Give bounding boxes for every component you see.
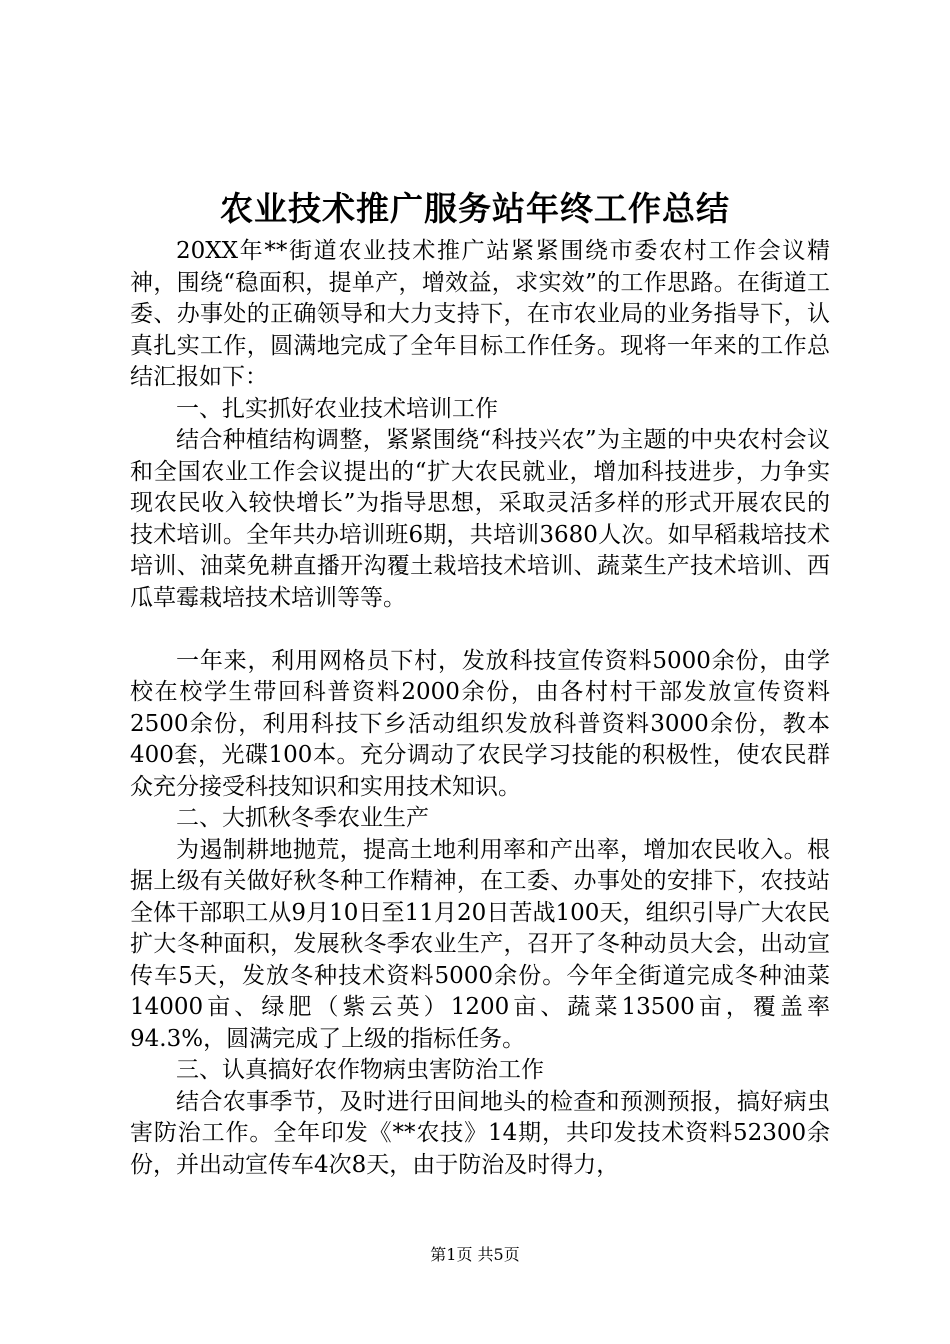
section-heading-1: 一、扎实抓好农业技术培训工作 [176,395,498,422]
page-number-footer: 第1页 共5页 [430,1245,520,1264]
document-body [130,236,830,1181]
section-heading-3: 三、认真搞好农作物病虫害防治工作 [176,1057,544,1083]
section1-paragraph-2: 一年来，利用网格员下村，发放科技宣传资料5000余份，由学校在校学生带回科普资料2000余份，由各村村干部发放宣传资料2500余份，利用科技下乡活动组织发放科普资料3000余份，教本400套，光碟100本。充分调动了农民学习技能的积极性，使农民群众充分接受科技知识和实用技术知识。 [130,647,830,800]
document-title: 农业技术推广服务站年终工作总结 [220,189,730,228]
section3-paragraph-1: 结合农事季节，及时进行田间地头的检查和预测预报，搞好病虫害防治工作。全年印发《**农技》14期，共印发技术资料52300余份，并出动宣传车4次8天，由于防治及时得力， [130,1088,830,1178]
section1-paragraph-1: 结合种植结构调整，紧紧围绕“科技兴农”为主题的中央农村会议和全国农业工作会议提出的“扩大农民就业，增加科技进步，力争实现农民收入较快增长”为指导思想，采取灵活多样的形式开展农民的技术培训。全年共办培训班6期，共培训3680人次。如早稻栽培技术培训、油菜免耕直播开沟覆土栽培技术培训、蔬菜生产技术培训、西瓜草霉栽培技术培训等等。 [130,427,830,611]
section2-paragraph-1: 为遏制耕地抛荒，提高土地利用率和产出率，增加农民收入。根据上级有关做好秋冬种工作精神，在工委、办事处的安排下，农技站全体干部职工从9月10日至11月20日苦战100天，组织引导广大农民扩大冬种面积，发展秋冬季农业生产，召开了冬种动员大会，出动宣传车5天，发放冬种技术资料5000余份。今年全街道完成冬种油菜14000亩、绿肥（紫云英）1200亩、蔬菜13500亩，覆盖率94.3%，圆满完成了上级的指标任务。 [130,836,830,1052]
blank-line [130,614,830,646]
section-heading-2: 二、大抓秋冬季农业生产 [176,805,429,831]
intro-paragraph: 20XX年**街道农业技术推广站紧紧围绕市委农村工作会议精神，围绕“稳面积，提单产，增效益，求实效”的工作思路。在街道工委、办事处的正确领导和大力支持下，在市农业局的业务指导下，认真扎实工作，圆满地完成了全年目标工作任务。现将一年来的工作总结汇报如下： [130,238,830,390]
